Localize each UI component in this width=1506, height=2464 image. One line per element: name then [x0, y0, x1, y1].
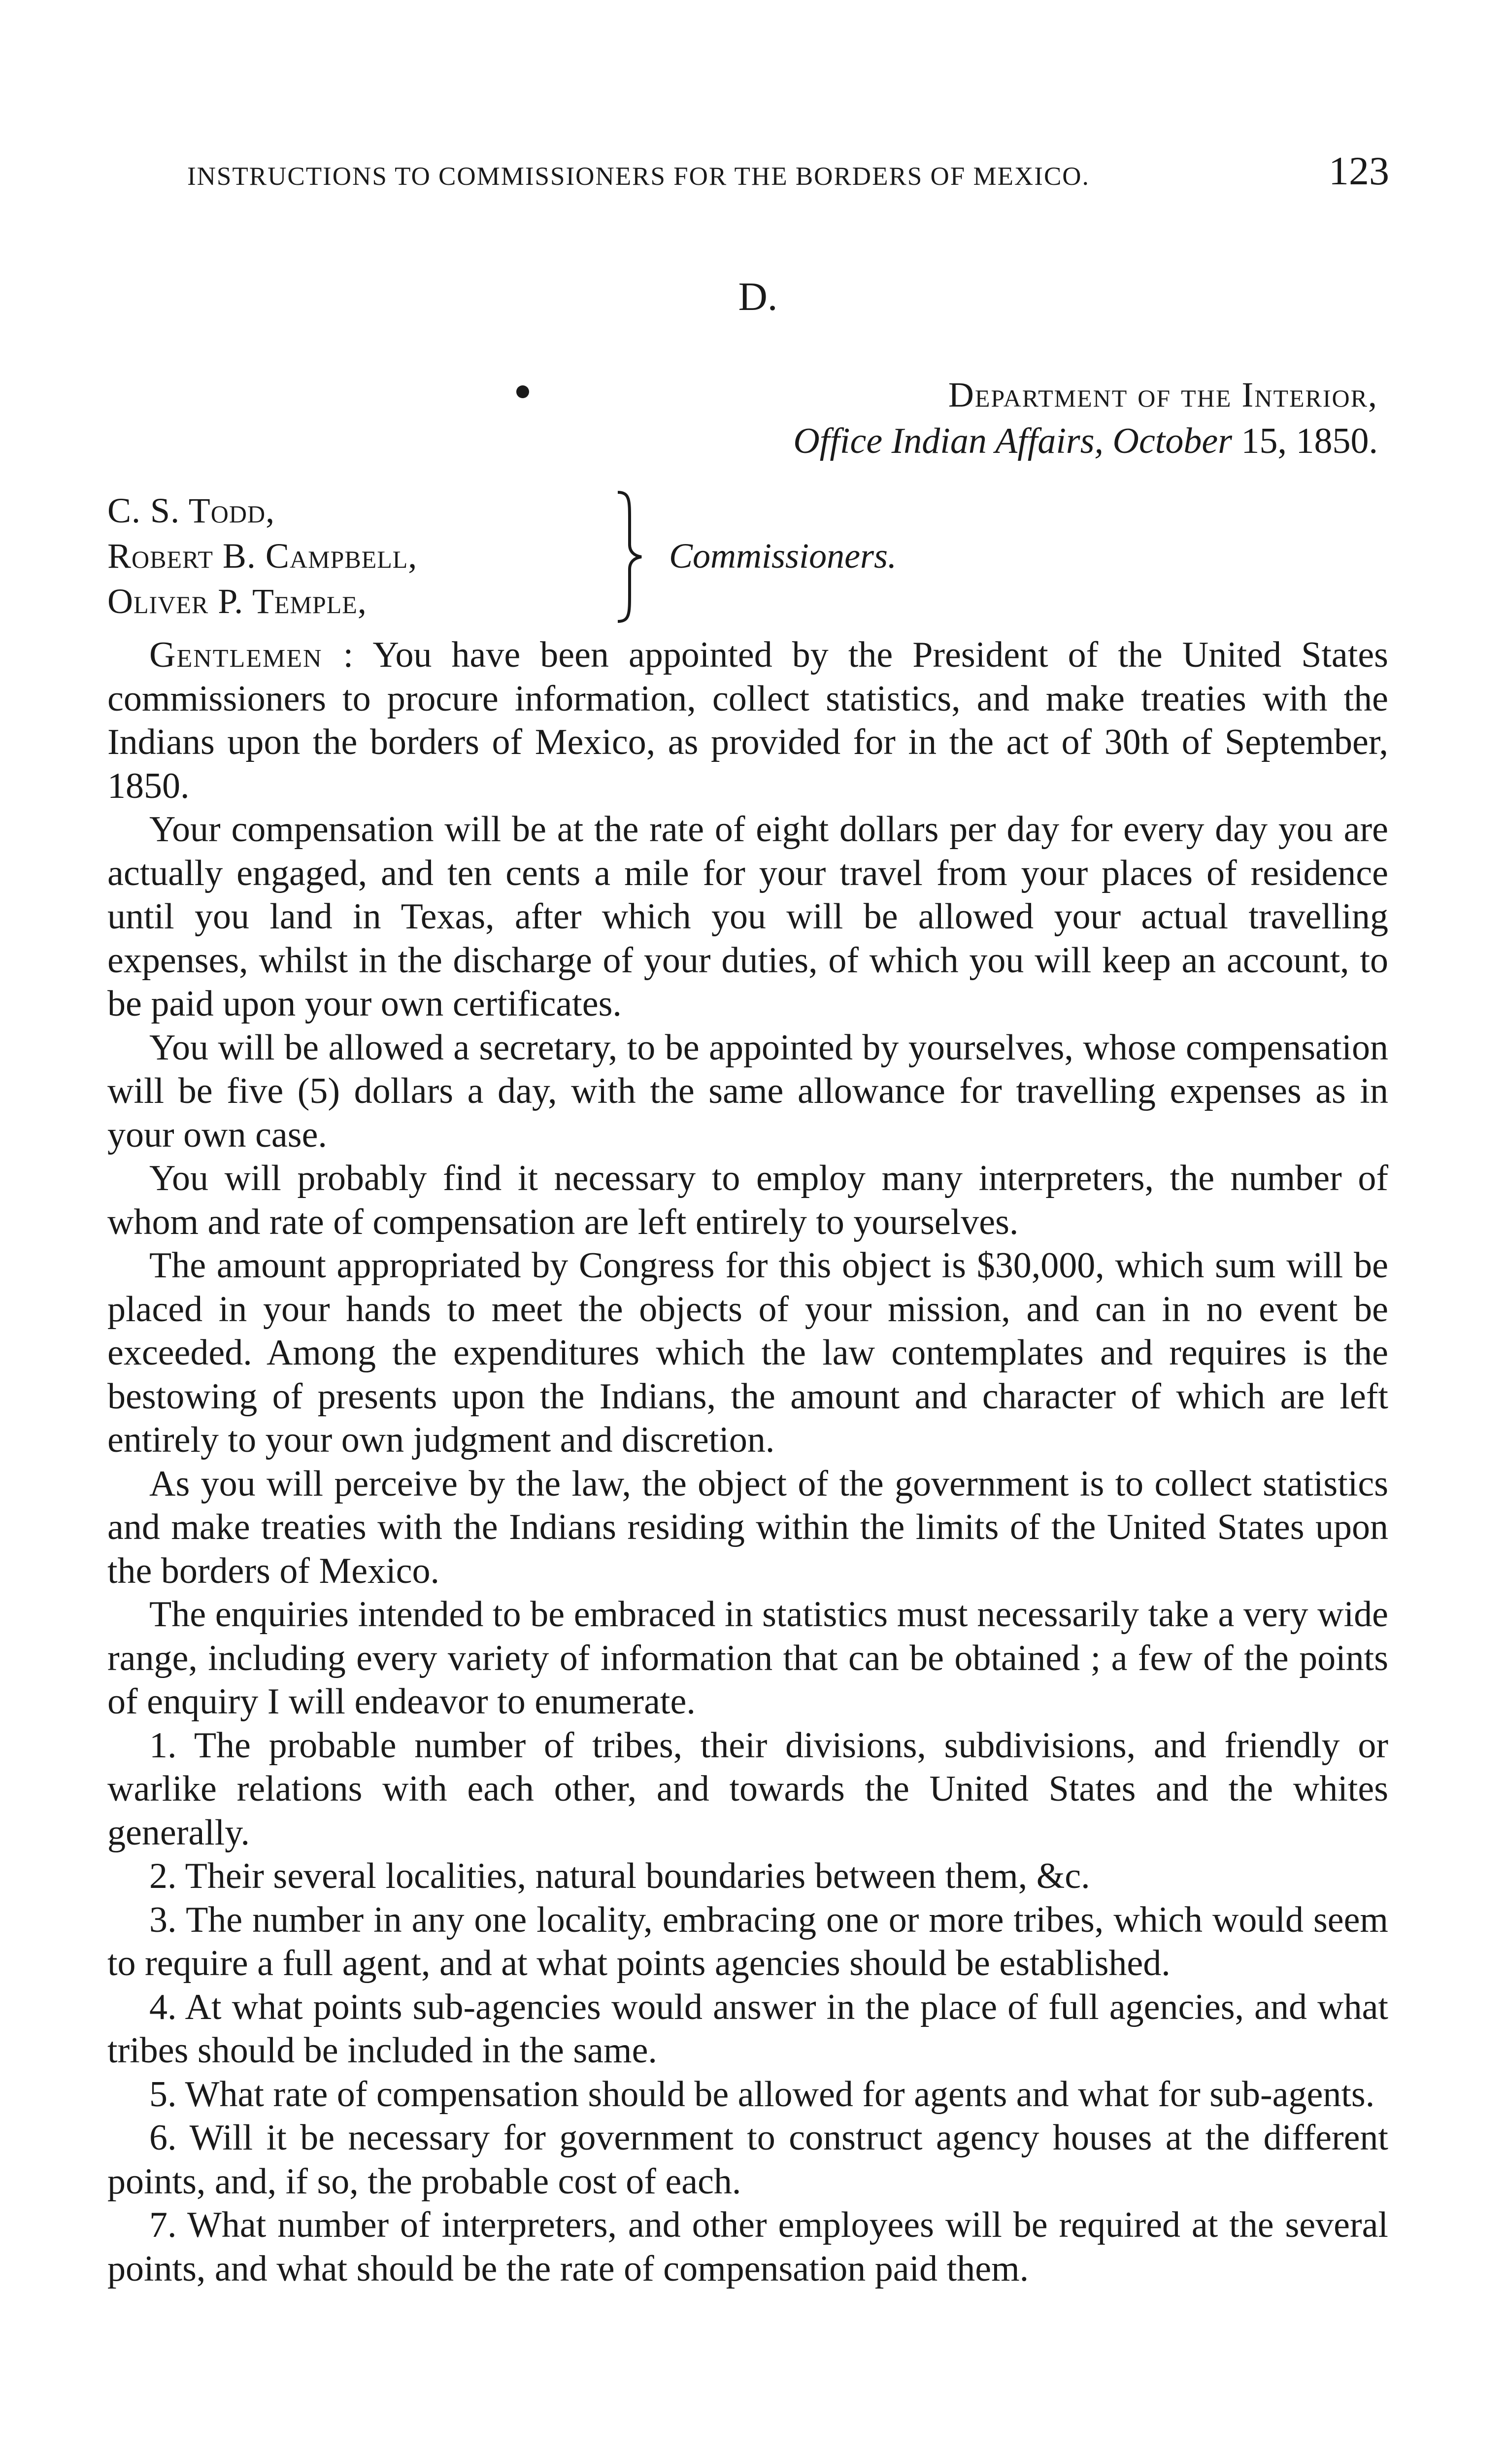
- running-head-title: INSTRUCTIONS TO COMMISSIONERS FOR THE BORDERS OF MEXICO.: [187, 162, 1090, 191]
- letter-paragraph: [107, 633, 1388, 808]
- letter-paragraph: Your compensation will be at the rate of eight dollars per day for every day you are actually engaged, and ten cents a mile for your travel from your places of residence until you land in Texas, after which you will be allowed your actual travelling expenses, whilst in the discharge of your duties, of which you will keep an account, to be paid upon your own certificates.: [107, 809, 1388, 1024]
- enquiry-item: 6. Will it be necessary for government to construct agency houses at the different points, and, if so, the probable cost of each.: [107, 2118, 1388, 2202]
- enquiry-item: 7. What number of interpreters, and other employees will be required at the several points, and what should be the rate of compensation paid them.: [107, 2205, 1388, 2289]
- enquiry-item: 1. The probable number of tribes, their divisions, subdivisions, and friendly or warlike relations with each other, and towards the United States and the whites generally.: [107, 1725, 1388, 1853]
- office-name: Office Indian Affairs, October: [793, 421, 1232, 461]
- addressee-name: C. S. Todd,: [107, 491, 275, 530]
- letter-paragraph: The enquiries intended to be embraced in statistics must necessarily take a very wide range, including every variety of information that can be obtained ; a few of the points of enquiry I will endeavor to enumerate.: [107, 1594, 1388, 1722]
- addressee-name: Oliver P. Temple,: [107, 582, 367, 621]
- letter-paragraph: The amount appropriated by Congress for this object is $30,000, which sum will be placed in your hands to meet the objects of your mission, and can in no event be exceeded. Among the expenditures which the law contemplates and requires is the bestowing of presents upon the Indians, the amount and character of which are left entirely to your own judgment and discretion.: [107, 1245, 1388, 1460]
- department-line: Department of the Interior,: [948, 375, 1378, 414]
- salutation: Gentlemen :: [149, 635, 355, 675]
- running-head: [187, 148, 1389, 202]
- page-number: 123: [1329, 148, 1389, 193]
- letter-paragraph: As you will perceive by the law, the object of the government is to collect statistics and make treaties with the Indians residing within the limits of the United States upon the borders of Mexico.: [107, 1463, 1388, 1591]
- letter-paragraph: You will probably find it necessary to employ many interpreters, the number of whom and rate of compensation are left entirely to yourselves.: [107, 1158, 1388, 1242]
- enquiry-item: 2. Their several localities, natural boundaries between them, &c.: [149, 1856, 1090, 1896]
- enquiry-item: 5. What rate of compensation should be allowed for agents and what for sub-agents.: [149, 2074, 1375, 2115]
- letter-paragraph: You will be allowed a secretary, to be appointed by yourselves, whose compensation will be five (5) dollars a day, with the same allowance for travelling expenses as in your own case.: [107, 1027, 1388, 1155]
- letter-date: 15, 1850.: [1241, 421, 1378, 461]
- opening-text: You have been appointed by the President of the United States commissioners to procure information, collect statistics, and make treaties with the Indians upon the borders of Mexico, as provided for in the act of 30th of September, 1850.: [107, 635, 1388, 806]
- addressee-block: [107, 490, 1388, 633]
- addressee-name: Robert B. Campbell,: [107, 536, 418, 576]
- enquiry-item: 3. The number in any one locality, embracing one or more tribes, which would seem to require a full agent, and at what points agencies should be established.: [107, 1899, 1388, 1984]
- printed-dot-mark: [516, 385, 529, 398]
- office-date-line: [540, 420, 1378, 462]
- dateline: [540, 375, 1378, 462]
- document-letter: D.: [738, 274, 778, 319]
- addressee-role: Commissioners.: [669, 536, 897, 576]
- grouping-brace: [615, 490, 644, 623]
- enquiry-item: 4. At what points sub-agencies would answer in the place of full agencies, and what tribes should be included in the same.: [107, 1986, 1388, 2071]
- letter-body: [107, 633, 1388, 2291]
